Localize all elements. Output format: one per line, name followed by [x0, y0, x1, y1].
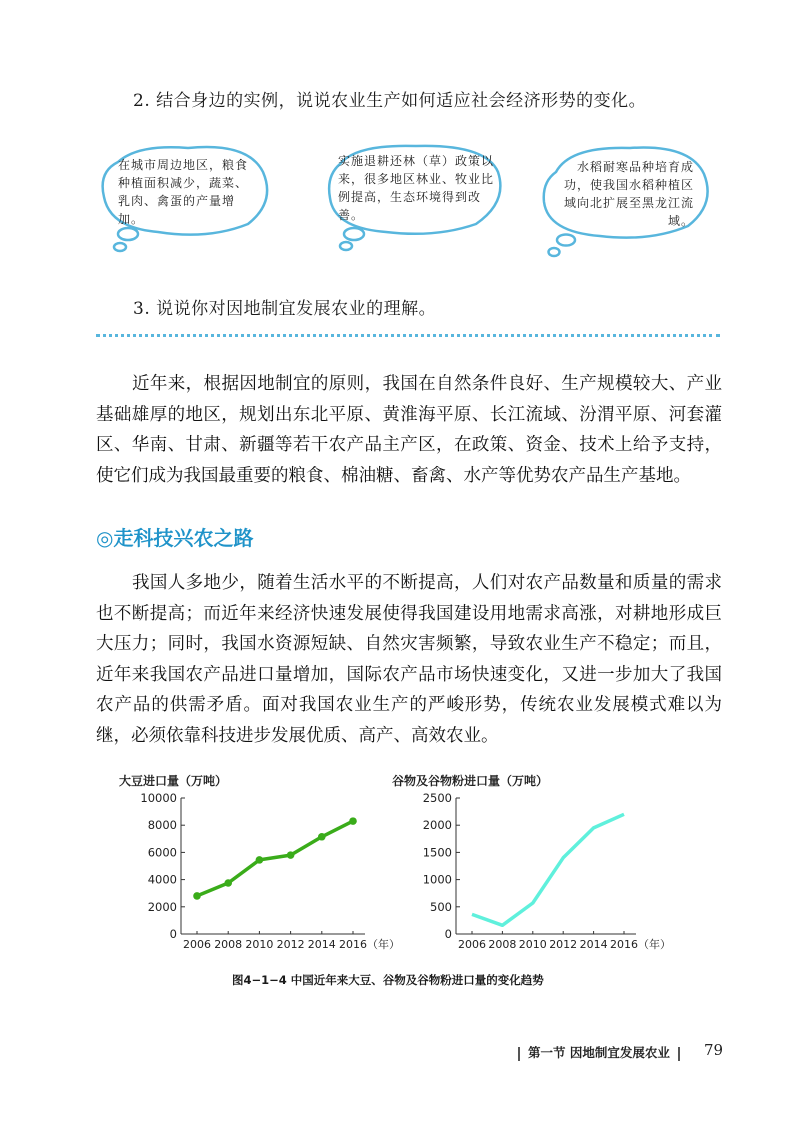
x-tick-label: 2012	[276, 938, 305, 951]
x-tick-label: 2014	[579, 938, 608, 951]
data-point	[318, 833, 326, 841]
x-unit-label: （年）	[638, 938, 671, 951]
bubble-text: 实施退耕还林（草）政策以来，很多地区林业、牧业比例提高，生态环境得到改善。	[338, 154, 495, 222]
x-tick-label: 2008	[488, 938, 517, 951]
y-tick-label: 500	[430, 899, 452, 914]
data-point	[256, 856, 264, 864]
x-tick-label: 2010	[518, 938, 547, 951]
y-tick-label: 1500	[422, 845, 452, 860]
grain-chart-title: 谷物及谷物粉进口量（万吨）	[392, 774, 549, 788]
soybean-chart-title: 大豆进口量（万吨）	[119, 774, 228, 788]
x-tick-label: 2014	[307, 938, 336, 951]
x-tick-label: 2010	[245, 938, 274, 951]
figure-caption: 图4−1−4 中国近年来大豆、谷物及谷物粉进口量的变化趋势	[232, 973, 544, 987]
y-tick-label: 2500	[422, 791, 452, 805]
y-tick-label: 2000	[422, 818, 452, 833]
page-footer	[510, 1043, 688, 1061]
x-tick-label: 2016	[339, 938, 367, 951]
x-tick-label: 2012	[549, 938, 578, 951]
y-tick-label: 0	[444, 927, 452, 941]
series-line	[197, 821, 353, 896]
x-unit-label: （年）	[367, 938, 400, 951]
paragraph-technology-agriculture: 我国人多地少，随着生活水平的不断提高，人们对农产品数量和质量的需求也不断提高；而近年来经济快速发展使得我国建设用地需求高涨，对耕地形成巨大压力；同时，我国水资源短缺、自然灾害频繁，导致农业生产不稳定；而且，近年来我国农产品进口量增加，国际农产品市场快速变化，又进一步加大了我国农产品的供需矛盾。面对我国农业生产的严峻形势，传统农业发展模式难以为继，必须依靠科技进步发展优质、高产、高效农业。	[96, 573, 722, 746]
question-2: 2. 结合身边的实例，说说农业生产如何适应社会经济形势的变化。	[133, 91, 647, 111]
y-tick-label: 4000	[147, 872, 177, 887]
footer-bar	[518, 1047, 520, 1061]
data-point	[224, 879, 232, 887]
series-line	[472, 814, 624, 925]
y-tick-label: 8000	[147, 818, 177, 833]
bubble-text: 在城市周边地区，粮食种植面积减少，蔬菜、乳肉、禽蛋的产量增加。	[118, 158, 249, 226]
footer-section: 第一节 因地制宜发展农业	[528, 1045, 670, 1060]
paragraph-main-producing-areas: 近年来，根据因地制宜的原则，我国在自然条件良好、生产规模较大、产业基础雄厚的地区，规划出东北平原、黄淮海平原、长江流域、汾渭平原、河套灌区、华南、甘肃、新疆等若干农产品主产区，在政策、资金、技术上给予支持，使它们成为我国最重要的粮食、棉油糖、畜禽、水产等优势农产品生产基地。	[96, 374, 722, 486]
footer-bar	[678, 1047, 680, 1061]
y-tick-label: 0	[169, 927, 177, 941]
data-point	[193, 892, 201, 900]
data-point	[349, 817, 357, 825]
section-title: ◎走科技兴农之路	[96, 526, 254, 550]
data-point	[287, 851, 295, 859]
x-tick-label: 2006	[458, 938, 486, 951]
x-tick-label: 2006	[183, 938, 211, 951]
question-3: 3. 说说你对因地制宜发展农业的理解。	[133, 299, 437, 319]
x-tick-label: 2008	[214, 938, 243, 951]
page-number: 79	[704, 1041, 724, 1059]
y-tick-label: 1000	[422, 872, 452, 887]
y-tick-label: 2000	[147, 899, 177, 914]
y-tick-label: 10000	[140, 791, 177, 805]
bubble-text: 水稻耐寒品种培育成功，使我国水稻种植区域向北扩展至黑龙江流域。	[563, 160, 694, 228]
y-tick-label: 6000	[147, 845, 177, 860]
x-tick-label: 2016	[610, 938, 638, 951]
